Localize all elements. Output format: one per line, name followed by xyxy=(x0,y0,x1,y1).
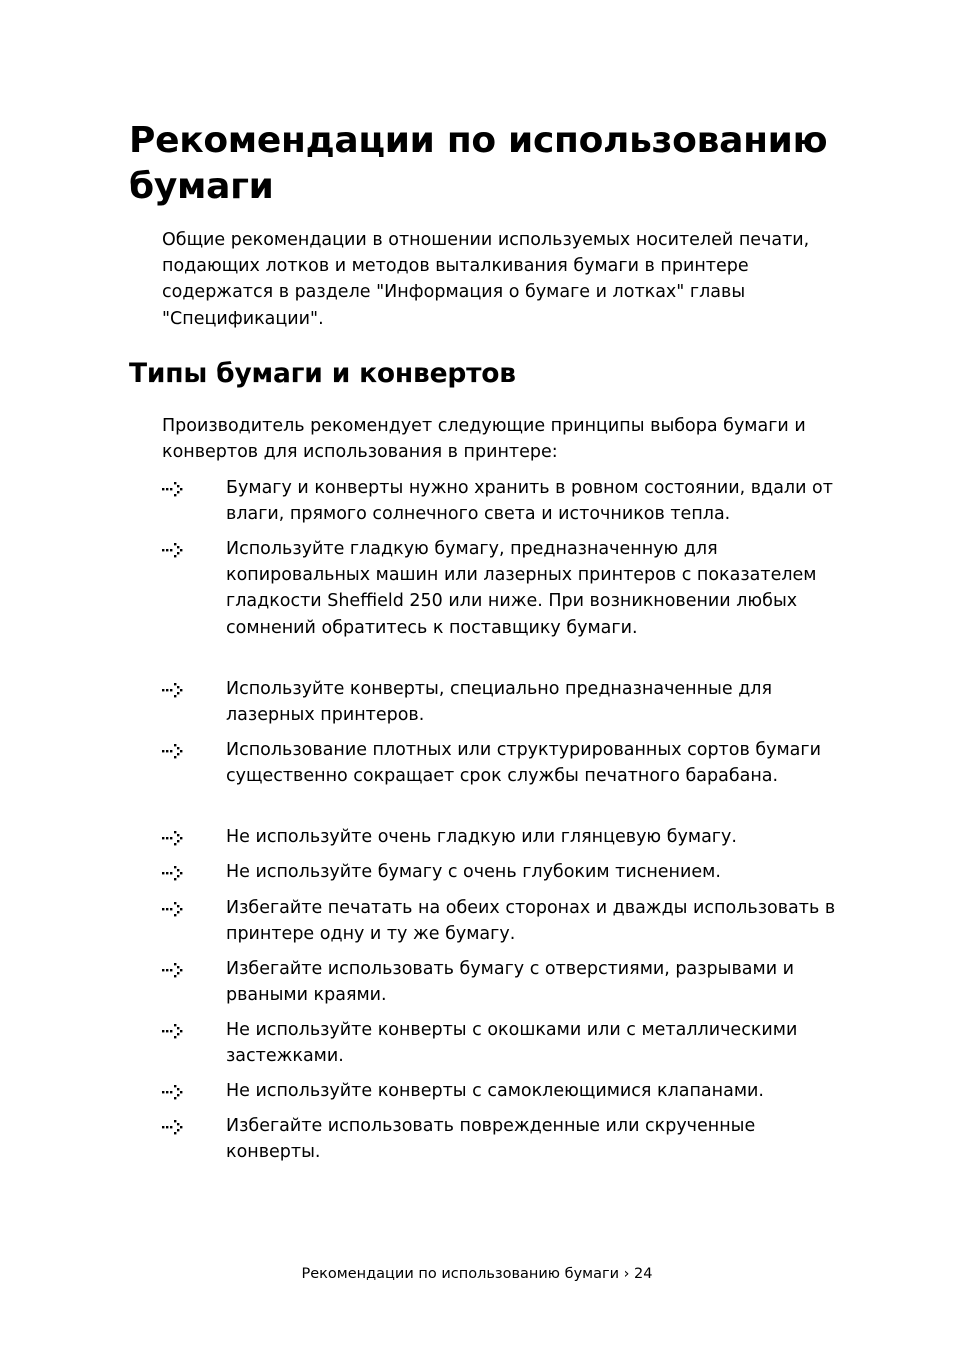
dotted-arrow-icon xyxy=(162,830,190,846)
list-item-text: Не используйте конверты с окошками или с металлическими застежками. xyxy=(226,1020,798,1067)
dotted-arrow-icon xyxy=(162,1023,190,1039)
list-item-text: Бумагу и конверты нужно хранить в ровном состоянии, вдали от влаги, прямого солнечного света и источников тепла. xyxy=(226,478,833,525)
footer-separator: › xyxy=(623,1266,630,1282)
intro-paragraph: Общие рекомендации в отношении используемых носителей печати, подающих лотков и методов выталкивания бумаги в принтере содержатся в разделе "Информация о бумаге и лотках" главы "Спецификации". xyxy=(162,230,810,329)
list-item-text: Не используйте конверты с самоклеющимися клапанами. xyxy=(226,1081,764,1101)
page-footer xyxy=(0,1264,954,1284)
dotted-arrow-icon xyxy=(162,682,190,698)
dotted-arrow-icon xyxy=(162,962,190,978)
dotted-arrow-icon xyxy=(162,542,190,558)
page-number: 24 xyxy=(634,1266,653,1282)
list-item-text: Избегайте использовать бумагу с отверстиями, разрывами и рваными краями. xyxy=(226,959,795,1006)
list-item-text: Используйте гладкую бумагу, предназначенную для копировальных машин или лазерных принтеров с показателем гладкости Sheffield 250 или ниже. При возникновении любых сомнений обратитесь к поставщику бумаги. xyxy=(226,539,817,638)
list-item-text: Не используйте бумагу с очень глубоким тиснением. xyxy=(226,862,721,882)
page-title: Рекомендации по использованию бумаги xyxy=(129,120,828,207)
footer-title: Рекомендации по использованию бумаги xyxy=(301,1266,620,1282)
dotted-arrow-icon xyxy=(162,865,190,881)
list-item-text: Не используйте очень гладкую или глянцевую бумагу. xyxy=(226,827,737,847)
dotted-arrow-icon xyxy=(162,743,190,759)
section-heading: Типы бумаги и конвертов xyxy=(129,358,516,389)
dotted-arrow-icon xyxy=(162,1119,190,1135)
dotted-arrow-icon xyxy=(162,901,190,917)
dotted-arrow-icon xyxy=(162,1084,190,1100)
list-item-text: Используйте конверты, специально предназначенные для лазерных принтеров. xyxy=(226,679,773,726)
section-lead-paragraph: Производитель рекомендует следующие принципы выбора бумаги и конвертов для использования в принтере: xyxy=(162,416,806,463)
footer-line xyxy=(302,1264,653,1284)
list-item-text: Избегайте использовать поврежденные или скрученные конверты. xyxy=(226,1116,756,1163)
list-item-text: Избегайте печатать на обеих сторонах и дважды использовать в принтере одну и ту же бумагу. xyxy=(226,898,836,945)
dotted-arrow-icon xyxy=(162,481,190,497)
list-item-text: Использование плотных или структурированных сортов бумаги существенно сокращает срок службы печатного барабана. xyxy=(226,740,821,787)
